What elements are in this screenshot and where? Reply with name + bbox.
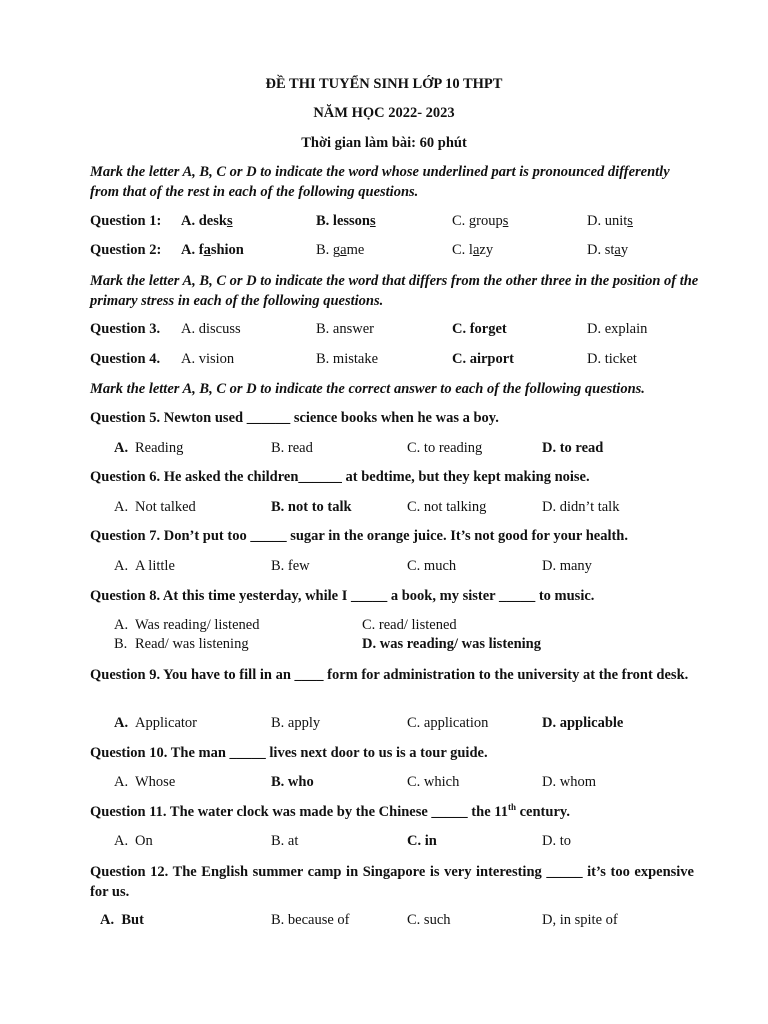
q3-option-a: A. discuss bbox=[181, 321, 241, 337]
q5-option-b: B. read bbox=[271, 440, 313, 456]
q4-option-b: B. mistake bbox=[316, 351, 379, 367]
instruction-correct-answer: Mark the letter A, B, C or D to indicate the correct answer to each of the following questions. bbox=[90, 381, 645, 397]
q11-option-a-letter: A. bbox=[114, 833, 129, 849]
q8-option-b: Read/ was listening bbox=[135, 636, 249, 652]
q6-option-d: D. didn’t talk bbox=[542, 499, 620, 515]
q12-option-c: C. such bbox=[407, 912, 451, 928]
q2-option-a: A. fashion bbox=[181, 242, 244, 258]
exam-time: Thời gian làm bài: 60 phút bbox=[301, 135, 467, 151]
q10-option-a-letter: A. bbox=[114, 774, 129, 790]
question-9-text: Question 9. You have to fill in an ____ form for administration to the university at the front desk. bbox=[90, 667, 689, 683]
q4-option-a: A. vision bbox=[181, 351, 235, 367]
q7-option-a: A little bbox=[135, 558, 175, 574]
q5-option-c: C. to reading bbox=[407, 440, 483, 456]
q5-option-a-letter: A. bbox=[114, 440, 129, 456]
q3-option-c: C. forget bbox=[452, 321, 507, 337]
q9-option-a: Applicator bbox=[135, 715, 198, 731]
q9-option-b: B. apply bbox=[271, 715, 321, 731]
q6-option-b: B. not to talk bbox=[271, 499, 352, 515]
q2-option-c: C. lazy bbox=[452, 242, 494, 258]
q2-option-b: B. game bbox=[316, 242, 365, 258]
exam-title: ĐỀ THI TUYỂN SINH LỚP 10 THPT bbox=[265, 76, 503, 92]
question-10-text: Question 10. The man _____ lives next door to us is a tour guide. bbox=[90, 745, 488, 761]
q8-option-c: C. read/ listened bbox=[362, 617, 457, 633]
q8-option-a-letter: A. bbox=[114, 617, 129, 633]
q10-option-a: Whose bbox=[135, 774, 176, 790]
q1-option-c: C. groups bbox=[452, 213, 509, 229]
q1-option-d: D. units bbox=[587, 213, 633, 229]
q7-option-d: D. many bbox=[542, 558, 592, 574]
q3-option-b: B. answer bbox=[316, 321, 374, 337]
question-7-text: Question 7. Don’t put too _____ sugar in the orange juice. It’s not good for your health. bbox=[90, 528, 629, 544]
q11-option-a: On bbox=[135, 833, 153, 849]
q1-option-b: B. lessons bbox=[316, 213, 376, 229]
q10-option-d: D. whom bbox=[542, 774, 596, 790]
q8-option-b-letter: B. bbox=[114, 636, 128, 652]
q12-option-b: B. because of bbox=[271, 912, 350, 928]
q2-option-d: D. stay bbox=[587, 242, 629, 258]
q3-option-d: D. explain bbox=[587, 321, 648, 337]
question-5-text: Question 5. Newton used ______ science books when he was a boy. bbox=[90, 410, 499, 426]
q10-option-c: C. which bbox=[407, 774, 460, 790]
instruction-pronunciation: Mark the letter A, B, C or D to indicate the word whose underlined part is pronounced differently from that of the rest in each of the following questions. bbox=[90, 164, 670, 200]
question-4-label: Question 4. bbox=[90, 351, 161, 367]
q7-option-c: C. much bbox=[407, 558, 457, 574]
q7-option-b: B. few bbox=[271, 558, 310, 574]
q9-option-d: D. applicable bbox=[542, 715, 624, 731]
q6-option-a: Not talked bbox=[135, 499, 196, 515]
exam-year: NĂM HỌC 2022- 2023 bbox=[313, 105, 455, 121]
q8-option-d: D. was reading/ was listening bbox=[362, 636, 541, 652]
q9-option-c: C. application bbox=[407, 715, 489, 731]
q9-option-a-letter: A. bbox=[114, 715, 129, 731]
q11-option-b: B. at bbox=[271, 833, 299, 849]
q4-option-c: C. airport bbox=[452, 351, 515, 367]
question-12-text: Question 12. The English summer camp in Singapore is very interesting _____ it’s too expensive for us. bbox=[90, 864, 694, 900]
question-3-label: Question 3. bbox=[90, 321, 161, 337]
q5-option-a: Reading bbox=[135, 440, 184, 456]
q8-option-a: Was reading/ listened bbox=[135, 617, 260, 633]
instruction-stress: Mark the letter A, B, C or D to indicate the word that differs from the other three in the position of the primary stress in each of the following questions. bbox=[90, 273, 699, 309]
q6-option-a-letter: A. bbox=[114, 499, 129, 515]
q12-option-a: A. But bbox=[100, 912, 144, 928]
question-6-text: Question 6. He asked the children______ at bedtime, but they kept making noise. bbox=[90, 469, 590, 485]
q7-option-a-letter: A. bbox=[114, 558, 129, 574]
question-8-text: Question 8. At this time yesterday, while I _____ a book, my sister _____ to music. bbox=[90, 588, 595, 604]
q12-option-d: D, in spite of bbox=[542, 912, 618, 928]
q11-option-c: C. in bbox=[407, 833, 437, 849]
q10-option-b: B. who bbox=[271, 774, 314, 790]
q5-option-d: D. to read bbox=[542, 440, 604, 456]
question-11-text: Question 11. The water clock was made by the Chinese _____ the 11th century. bbox=[90, 802, 570, 820]
q4-option-d: D. ticket bbox=[587, 351, 637, 367]
question-2-label: Question 2: bbox=[90, 242, 162, 258]
q1-option-a: A. desks bbox=[181, 213, 233, 229]
question-1-label: Question 1: bbox=[90, 213, 162, 229]
q11-option-d: D. to bbox=[542, 833, 571, 849]
q6-option-c: C. not talking bbox=[407, 499, 487, 515]
